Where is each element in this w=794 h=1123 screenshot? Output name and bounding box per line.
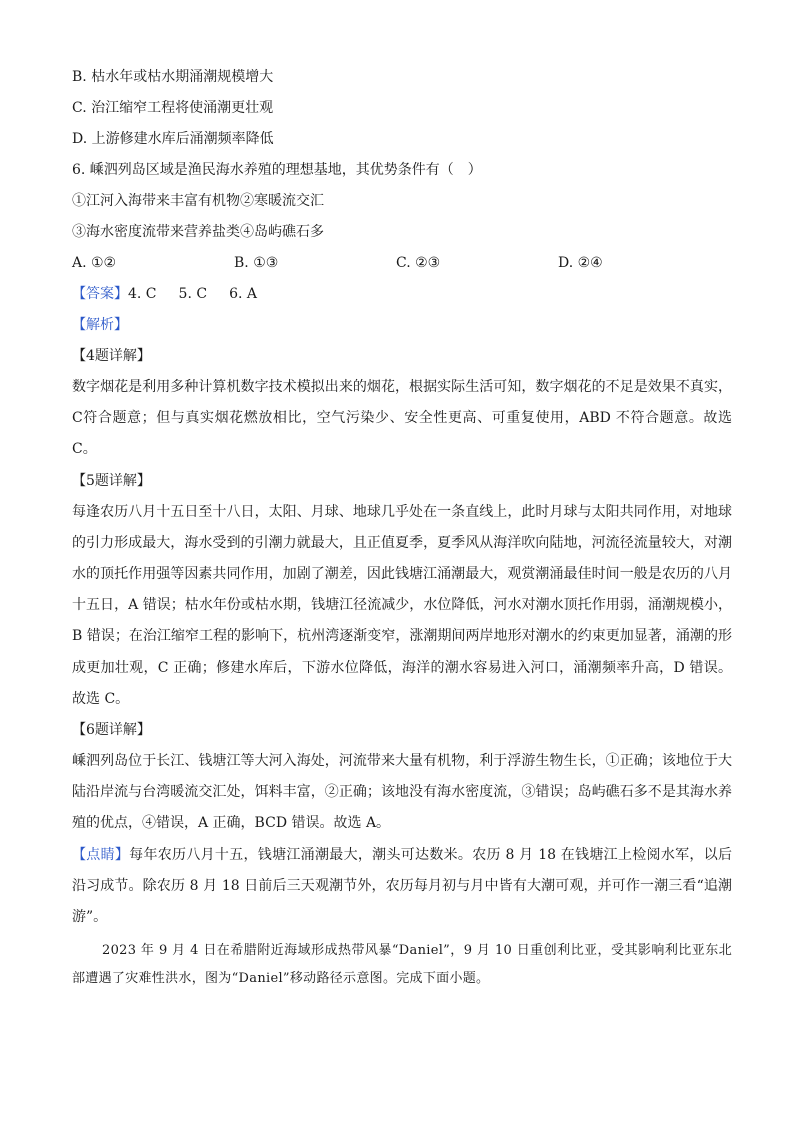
- tip-body: 每年农历八月十五，钱塘江涌潮最大，潮头可达数米。农历 8 月 18 在钱塘江上检阅水军，以后沿习成节。除农历 8 月 18 日前后三天观潮节外，农历每月初与月中皆有大潮可观，并可作一潮三看“追潮游”。: [72, 846, 732, 926]
- q6-option-d: D. ②④: [558, 255, 603, 271]
- q6-items-1: ①江河入海带来丰富有机物②寒暖流交汇: [72, 193, 324, 209]
- tip-paragraph: [72, 840, 732, 934]
- q6-option-a: A. ①②: [72, 255, 117, 271]
- q4-detail-body: 数字烟花是利用多种计算机数字技术模拟出来的烟花，根据实际生活可知，数字烟花的不足是效果不真实，C符合题意；但与真实烟花燃放相比，空气污染少、安全性更高、可重复使用，ABD 不符合题意。故选 C。: [72, 379, 732, 458]
- q5-detail-heading: 【5题详解】: [72, 472, 151, 489]
- q6-items-2: ③海水密度流带来营养盐类④岛屿礁石多: [72, 224, 324, 240]
- answer-5: 5. C: [178, 286, 208, 302]
- document-page: [72, 62, 732, 993]
- q6-options: [72, 248, 732, 279]
- tip-label: 【点睛】: [72, 846, 130, 863]
- answer-4: 4. C: [128, 286, 157, 302]
- q6-option-c: C. ②③: [396, 255, 441, 271]
- q6-stem: 6. 嵊泗列岛区域是渔民海水养殖的理想基地，其优势条件有（ ）: [72, 162, 482, 178]
- q5-option-b: B. 枯水年或枯水期涌潮规模增大: [72, 69, 274, 85]
- next-question-stem: 2023 年 9 月 4 日在希腊附近海域形成热带风暴“Daniel”，9 月 10 日重创利比亚，受其影响利比亚东北部遭遇了灾难性洪水，图为“Daniel”移动路径示意图。完成下面小题。: [72, 943, 732, 987]
- q4-detail-heading: 【4题详解】: [72, 348, 151, 364]
- q6-option-b: B. ①③: [234, 255, 279, 271]
- answer-label: 【答案】: [72, 286, 128, 302]
- answer-row: [72, 279, 732, 310]
- analysis-label: 【解析】: [72, 317, 128, 333]
- answer-6: 6. A: [229, 286, 257, 302]
- q6-detail-body: 嵊泗列岛位于长江、钱塘江等大河入海处，河流带来大量有机物，利于浮游生物生长，①正确；该地位于大陆沿岸流与台湾暖流交汇处，饵料丰富，②正确；该地没有海水密度流，③错误；岛屿礁石多不是其海水养殖的优点，④错误，A 正确，BCD 错误。故选 A。: [72, 753, 732, 832]
- q5-option-c: C. 治江缩窄工程将使涌潮更壮观: [72, 100, 274, 116]
- q5-detail-body: 每逢农历八月十五日至十八日，太阳、月球、地球几乎处在一条直线上，此时月球与太阳共同作用，对地球的引力形成最大，海水受到的引潮力就最大，且正值夏季，夏季风从海洋吹向陆地，河流径流量较大，对潮水的顶托作用强等因素共同作用，加剧了潮差，因此钱塘江涌潮最大，观赏潮涌最佳时间一般是农历的八月十五日，A 错误；枯水年份或枯水期，钱塘江径流减少，水位降低，河水对潮水顶托作用弱，涌潮规模小，B 错误；在治江缩窄工程的影响下，杭州湾逐渐变窄，涨潮期间两岸地形对潮水的约束更加显著，涌潮的形成更加壮观，C 正确；修建水库后，下游水位降低，海洋的潮水容易进入河口，涌潮频率升高，D 错误。故选 C。: [72, 503, 732, 707]
- q5-option-d: D. 上游修建水库后涌潮频率降低: [72, 131, 274, 147]
- q6-detail-heading: 【6题详解】: [72, 722, 151, 739]
